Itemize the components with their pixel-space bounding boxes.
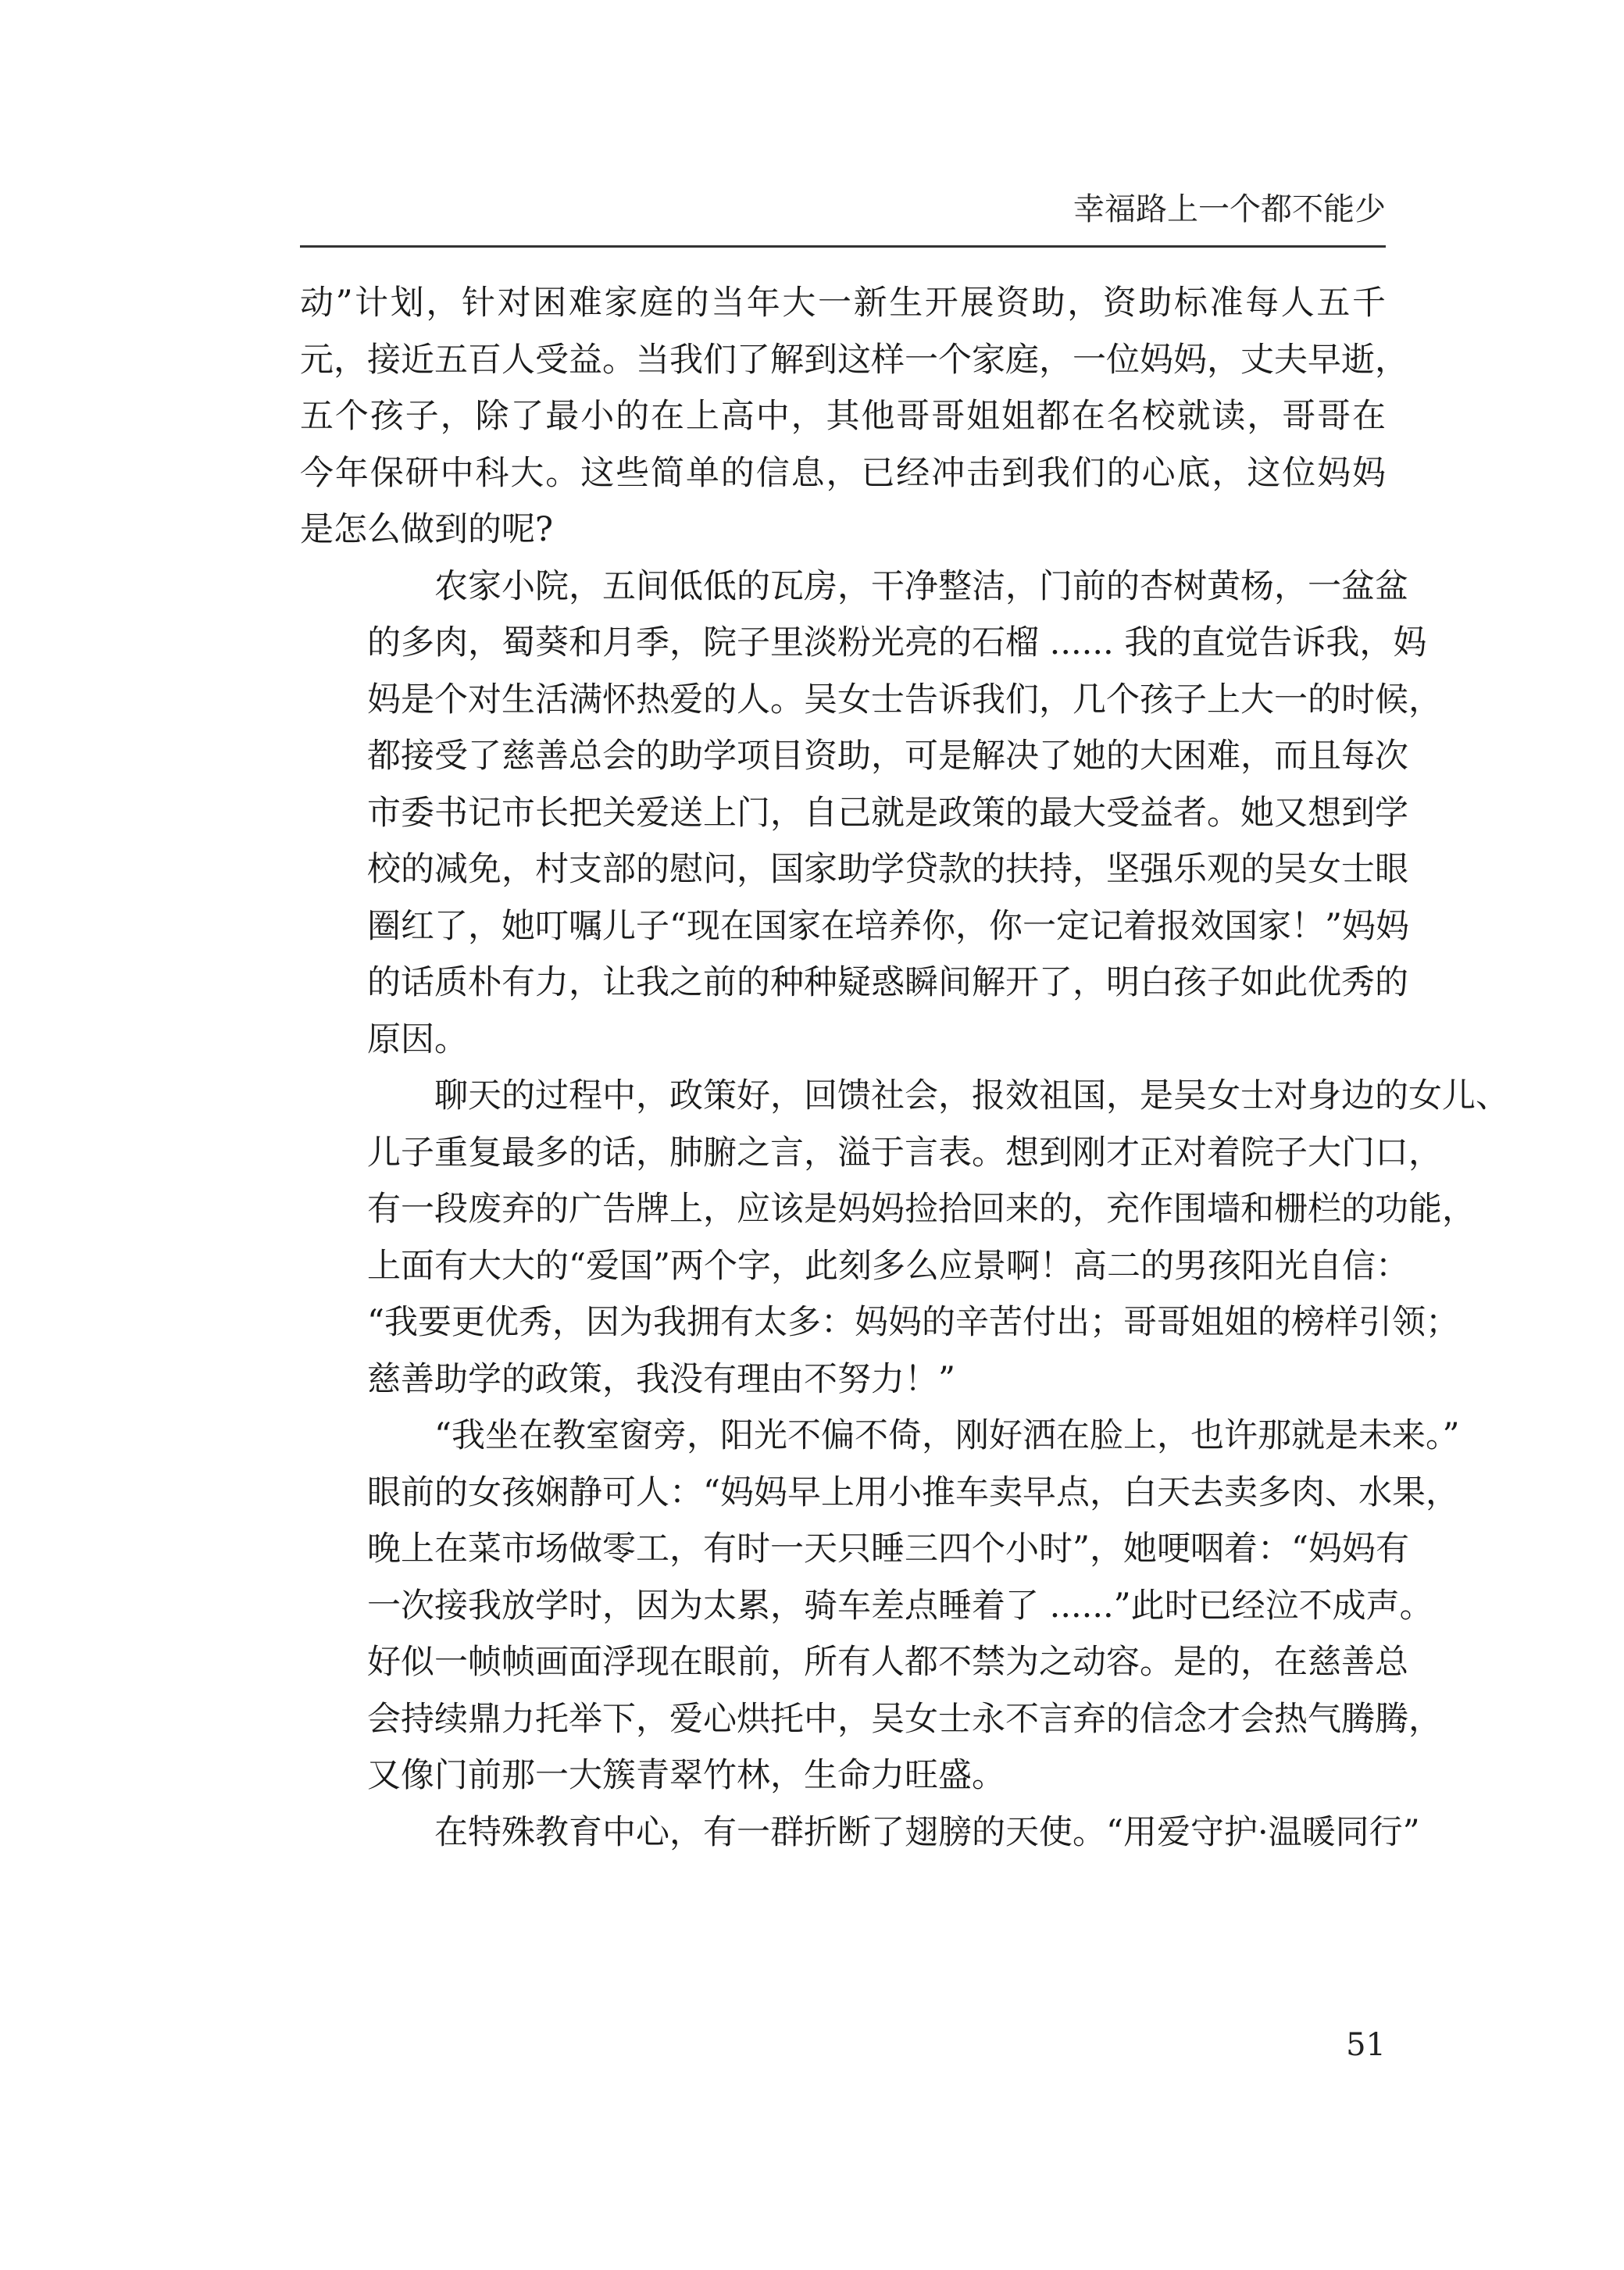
text-line: 聊天的过程中，政策好，回馈社会，报效祖国，是吴女士对身边的女儿、	[434, 1076, 1509, 1115]
text-line: 校的减免，村支部的慰问，国家助学贷款的扶持，坚强乐观的吴女士眼	[367, 850, 1408, 889]
text-line: 上面有大大的“爱国”两个字，此刻多么应景啊！高二的男孩阳光自信：	[367, 1246, 1409, 1286]
text-line: 今年保研中科大。这些简单的信息，已经冲击到我们的心底，这位妈妈	[300, 453, 1386, 493]
paragraph	[300, 1068, 1509, 1408]
running-header: 幸福路上一个都不能少	[1073, 191, 1386, 227]
text-line: 一次接我放学时，因为太累，骑车差点睡着了 ......”此时已经泣不成声。	[367, 1586, 1433, 1626]
text-line: 是怎么做到的呢?	[300, 510, 554, 549]
text-line: 会持续鼎力托举下，爱心烘托中，吴女士永不言弃的信念才会热气腾腾，	[367, 1699, 1442, 1739]
text-line: 动”计划，针对困难家庭的当年大一新生开展资助，资助标准每人五千	[300, 284, 1386, 323]
paragraph	[300, 275, 1408, 559]
paragraph	[300, 1408, 1460, 1804]
text-line: 晚上在菜市场做零工，有时一天只睡三四个小时”，她哽咽着：“妈妈有	[367, 1529, 1409, 1569]
page-number: 51	[1346, 2027, 1386, 2063]
paragraph	[300, 1804, 1420, 1861]
text-line: 原因。	[367, 1019, 468, 1059]
text-line: 的多肉，蜀葵和月季，院子里淡粉光亮的石榴 ...... 我的直觉告诉我，妈	[367, 623, 1427, 662]
text-line: 又像门前那一大簇青翠竹林，生命力旺盛。	[367, 1756, 1005, 1795]
text-line: 圈红了，她叮嘱儿子“现在国家在培养你，你一定记着报效国家！”妈妈	[367, 906, 1409, 946]
text-line: 儿子重复最多的话，肺腑之言，溢于言表。想到刚才正对着院子大门口，	[367, 1133, 1442, 1172]
text-line: 的话质朴有力，让我之前的种种疑惑瞬间解开了，明白孩子如此优秀的	[367, 963, 1408, 1002]
text-line: 农家小院，五间低低的瓦房，干净整洁，门前的杏树黄杨，一盆盆	[434, 566, 1408, 606]
text-line: 妈是个对生活满怀热爱的人。吴女士告诉我们，几个孩子上大一的时候，	[367, 680, 1442, 719]
text-line: “我坐在教室窗旁，阳光不偏不倚，刚好洒在脸上，也许那就是未来。”	[434, 1416, 1460, 1455]
body-text	[300, 275, 1509, 1861]
text-line: 有一段废弃的广告牌上，应该是妈妈捡拾回来的，充作围墙和栅栏的功能，	[367, 1190, 1476, 1229]
text-line: 市委书记市长把关爱送上门，自己就是政策的最大受益者。她又想到学	[367, 793, 1408, 833]
text-line: 五个孩子，除了最小的在上高中，其他哥哥姐姐都在名校就读，哥哥在	[300, 397, 1386, 436]
text-line: 在特殊教育中心，有一群折断了翅膀的天使。“用爱守护·温暖同行”	[434, 1812, 1420, 1852]
text-line: “我要更优秀，因为我拥有太多：妈妈的辛苦付出；哥哥姐姐的榜样引领；	[367, 1303, 1459, 1342]
text-line: 元，接近五百人受益。当我们了解到这样一个家庭，一位妈妈，丈夫早逝，	[300, 340, 1408, 380]
text-line: 慈善助学的政策，我没有理由不努力！”	[367, 1359, 955, 1399]
paragraph	[300, 559, 1442, 1069]
text-line: 好似一帧帧画面浮现在眼前，所有人都不禁为之动容。是的，在慈善总	[367, 1643, 1408, 1682]
header-rule	[300, 245, 1386, 248]
text-line: 眼前的女孩娴静可人：“妈妈早上用小推车卖早点，白天去卖多肉、水果，	[367, 1472, 1459, 1512]
text-line: 都接受了慈善总会的助学项目资助，可是解决了她的大困难，而且每次	[367, 737, 1408, 776]
